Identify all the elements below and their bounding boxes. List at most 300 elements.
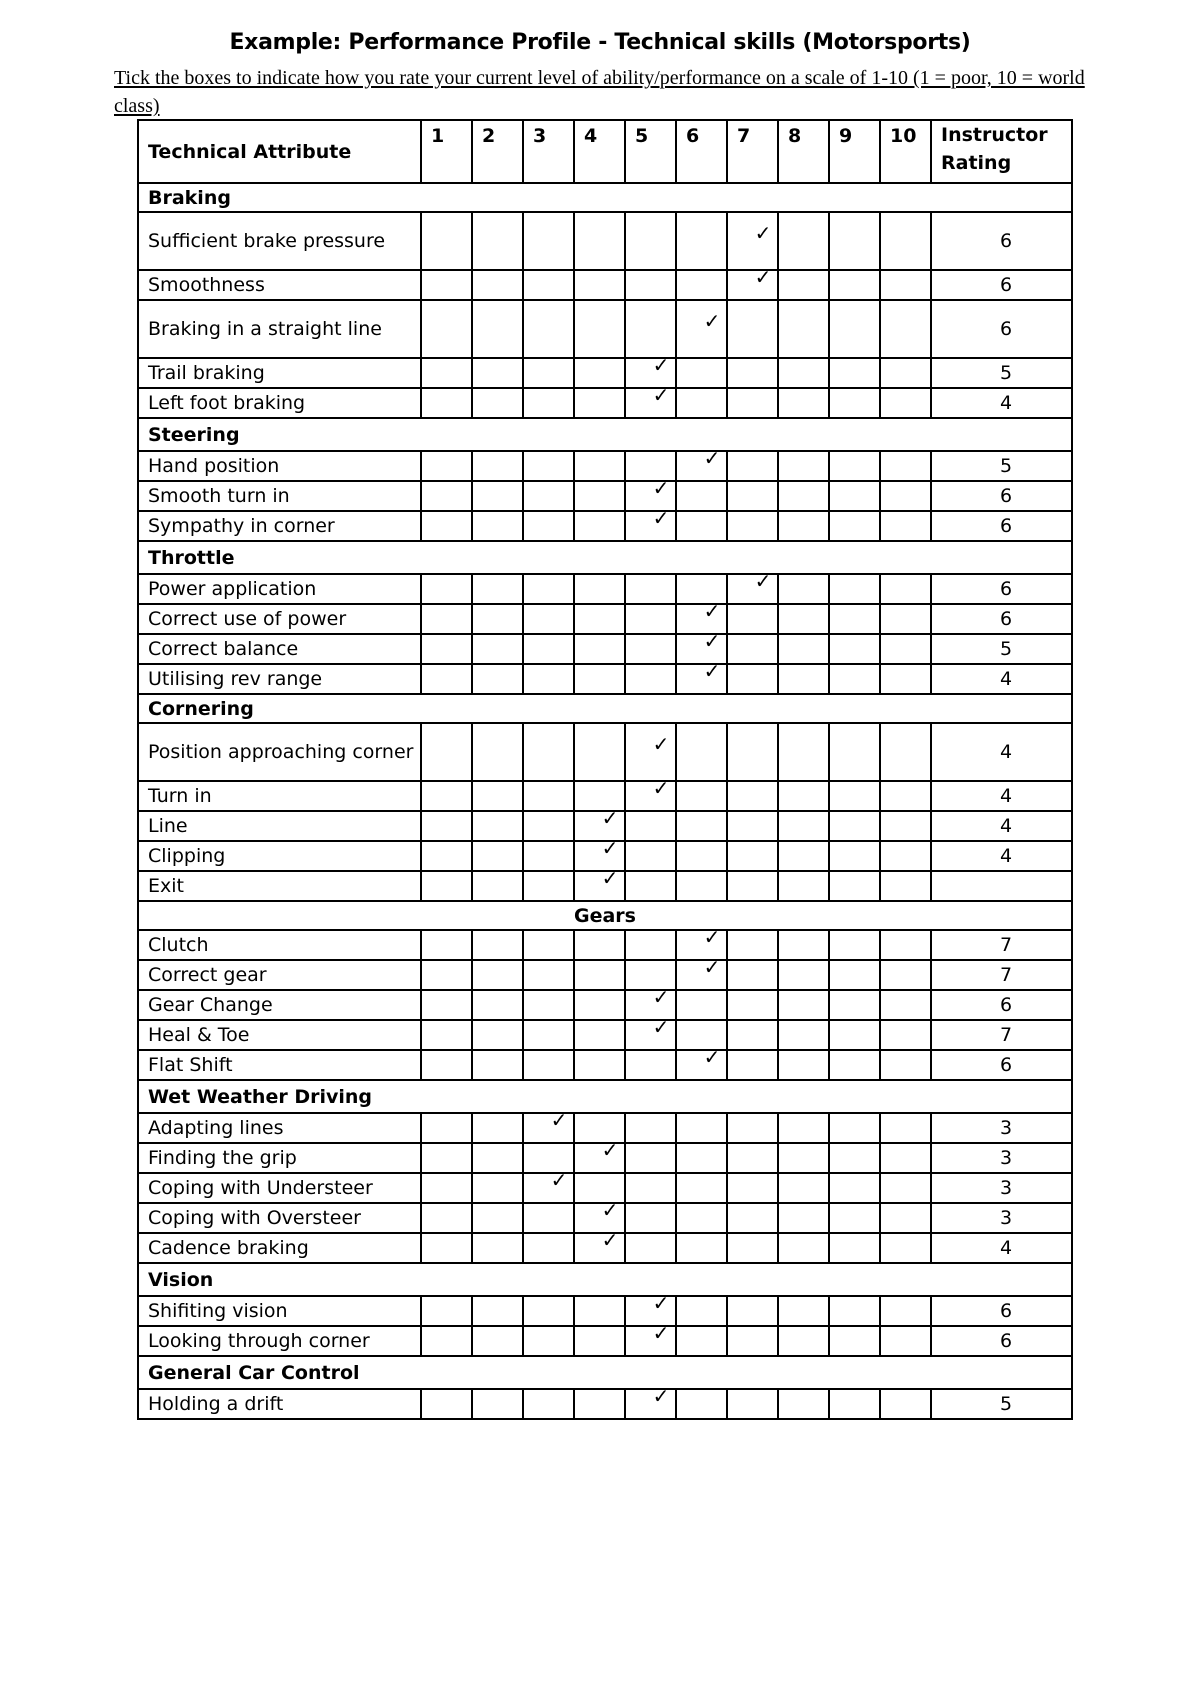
scale-box-10[interactable] (880, 990, 931, 1020)
scale-box-5[interactable] (625, 1389, 676, 1419)
scale-box-8[interactable] (778, 1050, 829, 1080)
scale-box-8[interactable] (778, 1020, 829, 1050)
scale-box-6[interactable] (676, 388, 727, 418)
scale-box-6[interactable] (676, 1113, 727, 1143)
scale-box-8[interactable] (778, 811, 829, 841)
scale-box-9[interactable] (829, 604, 880, 634)
scale-box-7[interactable] (727, 1326, 778, 1356)
scale-box-6[interactable] (676, 1050, 727, 1080)
scale-box-1[interactable] (421, 634, 472, 664)
scale-box-6[interactable] (676, 634, 727, 664)
scale-box-2[interactable] (472, 1050, 523, 1080)
scale-box-7[interactable] (727, 990, 778, 1020)
scale-box-4[interactable] (574, 300, 625, 358)
scale-box-9[interactable] (829, 1296, 880, 1326)
scale-box-7[interactable] (727, 451, 778, 481)
scale-box-4[interactable] (574, 723, 625, 781)
scale-box-2[interactable] (472, 358, 523, 388)
scale-box-9[interactable] (829, 212, 880, 270)
scale-box-4[interactable] (574, 1113, 625, 1143)
scale-box-5[interactable] (625, 1143, 676, 1173)
scale-box-8[interactable] (778, 1233, 829, 1263)
scale-box-5[interactable] (625, 358, 676, 388)
scale-box-6[interactable] (676, 664, 727, 694)
scale-box-4[interactable] (574, 930, 625, 960)
scale-box-10[interactable] (880, 1113, 931, 1143)
scale-box-6[interactable] (676, 871, 727, 901)
scale-box-6[interactable] (676, 574, 727, 604)
scale-box-7[interactable] (727, 574, 778, 604)
scale-box-3[interactable] (523, 1020, 574, 1050)
scale-box-1[interactable] (421, 1296, 472, 1326)
scale-box-6[interactable] (676, 1296, 727, 1326)
scale-box-5[interactable] (625, 871, 676, 901)
scale-box-4[interactable] (574, 1143, 625, 1173)
scale-box-3[interactable] (523, 1389, 574, 1419)
scale-box-9[interactable] (829, 781, 880, 811)
scale-box-2[interactable] (472, 451, 523, 481)
scale-box-1[interactable] (421, 300, 472, 358)
scale-box-7[interactable] (727, 1203, 778, 1233)
scale-box-2[interactable] (472, 841, 523, 871)
scale-box-10[interactable] (880, 574, 931, 604)
scale-box-9[interactable] (829, 358, 880, 388)
scale-box-3[interactable] (523, 930, 574, 960)
scale-box-5[interactable] (625, 270, 676, 300)
scale-box-7[interactable] (727, 811, 778, 841)
scale-box-3[interactable] (523, 781, 574, 811)
scale-box-4[interactable] (574, 358, 625, 388)
scale-box-3[interactable] (523, 1326, 574, 1356)
scale-box-9[interactable] (829, 634, 880, 664)
scale-box-2[interactable] (472, 1326, 523, 1356)
scale-box-10[interactable] (880, 212, 931, 270)
scale-box-5[interactable] (625, 1203, 676, 1233)
scale-box-2[interactable] (472, 1203, 523, 1233)
scale-box-6[interactable] (676, 1203, 727, 1233)
scale-box-10[interactable] (880, 871, 931, 901)
scale-box-10[interactable] (880, 1143, 931, 1173)
scale-box-9[interactable] (829, 960, 880, 990)
scale-box-6[interactable] (676, 270, 727, 300)
scale-box-1[interactable] (421, 1020, 472, 1050)
scale-box-9[interactable] (829, 1233, 880, 1263)
scale-box-8[interactable] (778, 388, 829, 418)
scale-box-10[interactable] (880, 451, 931, 481)
scale-box-7[interactable] (727, 1050, 778, 1080)
scale-box-6[interactable] (676, 811, 727, 841)
scale-box-1[interactable] (421, 604, 472, 634)
scale-box-2[interactable] (472, 1143, 523, 1173)
scale-box-5[interactable] (625, 212, 676, 270)
scale-box-4[interactable] (574, 1389, 625, 1419)
scale-box-6[interactable] (676, 451, 727, 481)
scale-box-4[interactable] (574, 1173, 625, 1203)
scale-box-4[interactable] (574, 1203, 625, 1233)
scale-box-2[interactable] (472, 270, 523, 300)
scale-box-6[interactable] (676, 960, 727, 990)
scale-box-3[interactable] (523, 1143, 574, 1173)
scale-box-7[interactable] (727, 358, 778, 388)
scale-box-10[interactable] (880, 358, 931, 388)
scale-box-1[interactable] (421, 574, 472, 604)
scale-box-1[interactable] (421, 811, 472, 841)
scale-box-10[interactable] (880, 634, 931, 664)
scale-box-3[interactable] (523, 451, 574, 481)
scale-box-1[interactable] (421, 871, 472, 901)
scale-box-4[interactable] (574, 574, 625, 604)
scale-box-3[interactable] (523, 990, 574, 1020)
scale-box-3[interactable] (523, 664, 574, 694)
scale-box-6[interactable] (676, 358, 727, 388)
scale-box-10[interactable] (880, 664, 931, 694)
scale-box-9[interactable] (829, 1203, 880, 1233)
scale-box-2[interactable] (472, 481, 523, 511)
scale-box-1[interactable] (421, 1050, 472, 1080)
scale-box-9[interactable] (829, 930, 880, 960)
scale-box-8[interactable] (778, 1143, 829, 1173)
scale-box-3[interactable] (523, 212, 574, 270)
scale-box-7[interactable] (727, 1173, 778, 1203)
scale-box-2[interactable] (472, 1113, 523, 1143)
scale-box-2[interactable] (472, 723, 523, 781)
scale-box-5[interactable] (625, 634, 676, 664)
scale-box-6[interactable] (676, 930, 727, 960)
scale-box-5[interactable] (625, 960, 676, 990)
scale-box-7[interactable] (727, 270, 778, 300)
scale-box-1[interactable] (421, 960, 472, 990)
scale-box-3[interactable] (523, 841, 574, 871)
scale-box-4[interactable] (574, 871, 625, 901)
scale-box-3[interactable] (523, 270, 574, 300)
scale-box-1[interactable] (421, 664, 472, 694)
scale-box-6[interactable] (676, 1389, 727, 1419)
scale-box-8[interactable] (778, 990, 829, 1020)
scale-box-8[interactable] (778, 1203, 829, 1233)
scale-box-3[interactable] (523, 511, 574, 541)
scale-box-7[interactable] (727, 1233, 778, 1263)
scale-box-2[interactable] (472, 1389, 523, 1419)
scale-box-6[interactable] (676, 841, 727, 871)
scale-box-7[interactable] (727, 634, 778, 664)
scale-box-2[interactable] (472, 604, 523, 634)
scale-box-5[interactable] (625, 990, 676, 1020)
scale-box-2[interactable] (472, 811, 523, 841)
scale-box-5[interactable] (625, 841, 676, 871)
scale-box-10[interactable] (880, 723, 931, 781)
scale-box-10[interactable] (880, 300, 931, 358)
scale-box-4[interactable] (574, 811, 625, 841)
scale-box-1[interactable] (421, 388, 472, 418)
scale-box-8[interactable] (778, 481, 829, 511)
scale-box-4[interactable] (574, 270, 625, 300)
scale-box-2[interactable] (472, 781, 523, 811)
scale-box-9[interactable] (829, 1326, 880, 1356)
scale-box-8[interactable] (778, 511, 829, 541)
scale-box-8[interactable] (778, 781, 829, 811)
scale-box-10[interactable] (880, 388, 931, 418)
scale-box-9[interactable] (829, 990, 880, 1020)
scale-box-2[interactable] (472, 1296, 523, 1326)
scale-box-3[interactable] (523, 1050, 574, 1080)
scale-box-9[interactable] (829, 664, 880, 694)
scale-box-6[interactable] (676, 300, 727, 358)
scale-box-8[interactable] (778, 1389, 829, 1419)
scale-box-4[interactable] (574, 451, 625, 481)
scale-box-6[interactable] (676, 1143, 727, 1173)
scale-box-6[interactable] (676, 781, 727, 811)
scale-box-5[interactable] (625, 781, 676, 811)
scale-box-1[interactable] (421, 1173, 472, 1203)
scale-box-4[interactable] (574, 960, 625, 990)
scale-box-8[interactable] (778, 1173, 829, 1203)
scale-box-6[interactable] (676, 723, 727, 781)
scale-box-2[interactable] (472, 574, 523, 604)
scale-box-4[interactable] (574, 990, 625, 1020)
scale-box-10[interactable] (880, 511, 931, 541)
scale-box-1[interactable] (421, 723, 472, 781)
scale-box-9[interactable] (829, 1173, 880, 1203)
scale-box-3[interactable] (523, 1173, 574, 1203)
scale-box-2[interactable] (472, 388, 523, 418)
scale-box-9[interactable] (829, 574, 880, 604)
scale-box-7[interactable] (727, 1020, 778, 1050)
scale-box-5[interactable] (625, 1296, 676, 1326)
scale-box-5[interactable] (625, 481, 676, 511)
scale-box-7[interactable] (727, 930, 778, 960)
scale-box-4[interactable] (574, 1020, 625, 1050)
scale-box-10[interactable] (880, 1020, 931, 1050)
scale-box-4[interactable] (574, 212, 625, 270)
scale-box-9[interactable] (829, 481, 880, 511)
scale-box-1[interactable] (421, 451, 472, 481)
scale-box-7[interactable] (727, 300, 778, 358)
scale-box-4[interactable] (574, 841, 625, 871)
scale-box-9[interactable] (829, 1050, 880, 1080)
scale-box-5[interactable] (625, 664, 676, 694)
scale-box-4[interactable] (574, 1050, 625, 1080)
scale-box-1[interactable] (421, 212, 472, 270)
scale-box-10[interactable] (880, 1173, 931, 1203)
scale-box-8[interactable] (778, 960, 829, 990)
scale-box-10[interactable] (880, 1296, 931, 1326)
scale-box-9[interactable] (829, 388, 880, 418)
scale-box-9[interactable] (829, 1143, 880, 1173)
scale-box-8[interactable] (778, 270, 829, 300)
scale-box-3[interactable] (523, 1113, 574, 1143)
scale-box-3[interactable] (523, 811, 574, 841)
scale-box-9[interactable] (829, 723, 880, 781)
scale-box-2[interactable] (472, 930, 523, 960)
scale-box-6[interactable] (676, 1173, 727, 1203)
scale-box-7[interactable] (727, 481, 778, 511)
scale-box-10[interactable] (880, 781, 931, 811)
scale-box-7[interactable] (727, 841, 778, 871)
scale-box-4[interactable] (574, 1233, 625, 1263)
scale-box-7[interactable] (727, 1113, 778, 1143)
scale-box-5[interactable] (625, 1173, 676, 1203)
scale-box-2[interactable] (472, 300, 523, 358)
scale-box-1[interactable] (421, 1326, 472, 1356)
scale-box-5[interactable] (625, 1020, 676, 1050)
scale-box-3[interactable] (523, 358, 574, 388)
scale-box-2[interactable] (472, 960, 523, 990)
scale-box-10[interactable] (880, 1050, 931, 1080)
scale-box-4[interactable] (574, 664, 625, 694)
scale-box-3[interactable] (523, 960, 574, 990)
scale-box-7[interactable] (727, 212, 778, 270)
scale-box-10[interactable] (880, 811, 931, 841)
scale-box-9[interactable] (829, 811, 880, 841)
scale-box-4[interactable] (574, 781, 625, 811)
scale-box-3[interactable] (523, 871, 574, 901)
scale-box-8[interactable] (778, 300, 829, 358)
scale-box-3[interactable] (523, 388, 574, 418)
scale-box-2[interactable] (472, 1173, 523, 1203)
scale-box-8[interactable] (778, 1296, 829, 1326)
scale-box-5[interactable] (625, 604, 676, 634)
scale-box-5[interactable] (625, 1326, 676, 1356)
scale-box-7[interactable] (727, 664, 778, 694)
scale-box-8[interactable] (778, 1326, 829, 1356)
scale-box-1[interactable] (421, 781, 472, 811)
scale-box-10[interactable] (880, 270, 931, 300)
scale-box-3[interactable] (523, 634, 574, 664)
scale-box-4[interactable] (574, 511, 625, 541)
scale-box-9[interactable] (829, 1020, 880, 1050)
scale-box-1[interactable] (421, 358, 472, 388)
scale-box-10[interactable] (880, 841, 931, 871)
scale-box-1[interactable] (421, 1389, 472, 1419)
scale-box-5[interactable] (625, 811, 676, 841)
scale-box-7[interactable] (727, 723, 778, 781)
scale-box-6[interactable] (676, 481, 727, 511)
scale-box-6[interactable] (676, 990, 727, 1020)
scale-box-1[interactable] (421, 481, 472, 511)
scale-box-2[interactable] (472, 1233, 523, 1263)
scale-box-3[interactable] (523, 574, 574, 604)
scale-box-8[interactable] (778, 871, 829, 901)
scale-box-7[interactable] (727, 1389, 778, 1419)
scale-box-10[interactable] (880, 1389, 931, 1419)
scale-box-10[interactable] (880, 960, 931, 990)
scale-box-9[interactable] (829, 1389, 880, 1419)
scale-box-8[interactable] (778, 664, 829, 694)
scale-box-10[interactable] (880, 1203, 931, 1233)
scale-box-4[interactable] (574, 388, 625, 418)
scale-box-10[interactable] (880, 930, 931, 960)
scale-box-6[interactable] (676, 511, 727, 541)
scale-box-1[interactable] (421, 1203, 472, 1233)
scale-box-6[interactable] (676, 604, 727, 634)
scale-box-9[interactable] (829, 451, 880, 481)
scale-box-1[interactable] (421, 990, 472, 1020)
scale-box-5[interactable] (625, 388, 676, 418)
scale-box-1[interactable] (421, 270, 472, 300)
scale-box-5[interactable] (625, 511, 676, 541)
scale-box-10[interactable] (880, 1233, 931, 1263)
scale-box-9[interactable] (829, 511, 880, 541)
scale-box-2[interactable] (472, 664, 523, 694)
scale-box-2[interactable] (472, 634, 523, 664)
scale-box-7[interactable] (727, 781, 778, 811)
scale-box-5[interactable] (625, 930, 676, 960)
scale-box-8[interactable] (778, 358, 829, 388)
scale-box-5[interactable] (625, 574, 676, 604)
scale-box-7[interactable] (727, 871, 778, 901)
scale-box-1[interactable] (421, 511, 472, 541)
scale-box-3[interactable] (523, 1233, 574, 1263)
scale-box-4[interactable] (574, 481, 625, 511)
scale-box-8[interactable] (778, 604, 829, 634)
scale-box-5[interactable] (625, 451, 676, 481)
scale-box-8[interactable] (778, 634, 829, 664)
scale-box-8[interactable] (778, 723, 829, 781)
scale-box-9[interactable] (829, 871, 880, 901)
scale-box-8[interactable] (778, 212, 829, 270)
scale-box-4[interactable] (574, 1326, 625, 1356)
scale-box-10[interactable] (880, 1326, 931, 1356)
scale-box-8[interactable] (778, 1113, 829, 1143)
scale-box-9[interactable] (829, 300, 880, 358)
scale-box-5[interactable] (625, 723, 676, 781)
scale-box-1[interactable] (421, 841, 472, 871)
scale-box-7[interactable] (727, 960, 778, 990)
scale-box-8[interactable] (778, 574, 829, 604)
scale-box-8[interactable] (778, 451, 829, 481)
scale-box-8[interactable] (778, 841, 829, 871)
scale-box-7[interactable] (727, 1143, 778, 1173)
scale-box-1[interactable] (421, 1233, 472, 1263)
scale-box-1[interactable] (421, 1143, 472, 1173)
scale-box-3[interactable] (523, 300, 574, 358)
scale-box-9[interactable] (829, 841, 880, 871)
scale-box-4[interactable] (574, 604, 625, 634)
scale-box-2[interactable] (472, 212, 523, 270)
scale-box-10[interactable] (880, 481, 931, 511)
scale-box-3[interactable] (523, 723, 574, 781)
scale-box-2[interactable] (472, 871, 523, 901)
scale-box-4[interactable] (574, 634, 625, 664)
scale-box-6[interactable] (676, 1233, 727, 1263)
scale-box-5[interactable] (625, 1113, 676, 1143)
scale-box-3[interactable] (523, 604, 574, 634)
scale-box-8[interactable] (778, 930, 829, 960)
scale-box-2[interactable] (472, 1020, 523, 1050)
scale-box-5[interactable] (625, 300, 676, 358)
scale-box-9[interactable] (829, 1113, 880, 1143)
scale-box-7[interactable] (727, 604, 778, 634)
scale-box-3[interactable] (523, 1296, 574, 1326)
scale-box-6[interactable] (676, 1326, 727, 1356)
scale-box-4[interactable] (574, 1296, 625, 1326)
scale-box-5[interactable] (625, 1233, 676, 1263)
scale-box-6[interactable] (676, 1020, 727, 1050)
scale-box-5[interactable] (625, 1050, 676, 1080)
scale-box-2[interactable] (472, 511, 523, 541)
scale-box-2[interactable] (472, 990, 523, 1020)
scale-box-1[interactable] (421, 930, 472, 960)
scale-box-6[interactable] (676, 212, 727, 270)
scale-box-10[interactable] (880, 604, 931, 634)
scale-box-7[interactable] (727, 388, 778, 418)
scale-box-3[interactable] (523, 1203, 574, 1233)
scale-box-7[interactable] (727, 511, 778, 541)
scale-box-9[interactable] (829, 270, 880, 300)
scale-box-7[interactable] (727, 1296, 778, 1326)
scale-box-1[interactable] (421, 1113, 472, 1143)
scale-box-3[interactable] (523, 481, 574, 511)
